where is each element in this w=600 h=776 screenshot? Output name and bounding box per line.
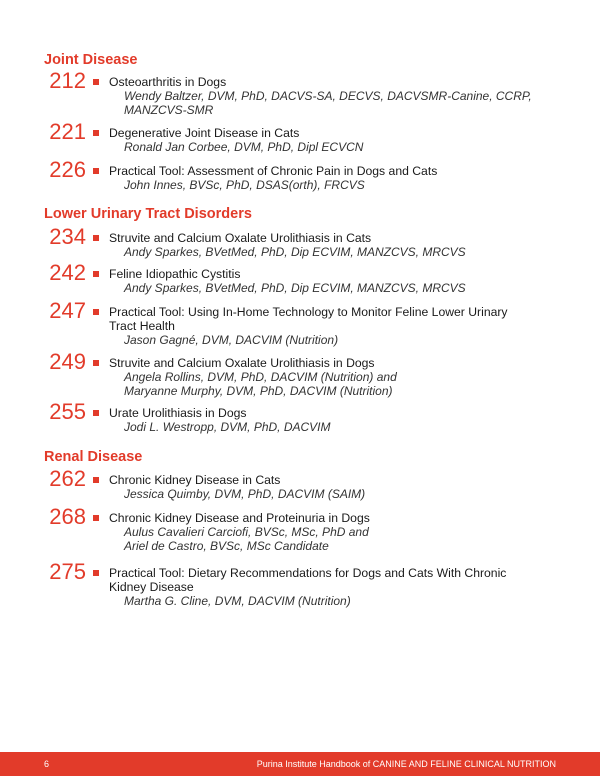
toc-page-number: 242 xyxy=(49,260,86,285)
toc-author-line: Jason Gagné, DVM, DACVIM (Nutrition) xyxy=(124,333,339,347)
toc-entry-title-line: Practical Tool: Assessment of Chronic Pain in Dogs and Cats xyxy=(109,164,438,178)
square-bullet-icon xyxy=(93,235,99,241)
section-title: Joint Disease xyxy=(44,52,138,68)
toc-entry-title-line: Struvite and Calcium Oxalate Urolithiasis in Cats xyxy=(109,231,372,245)
toc-entry-title xyxy=(109,75,569,89)
footer-publication-title: Purina Institute Handbook of CANINE AND FELINE CLINICAL NUTRITION xyxy=(256,759,556,769)
toc-author-line: Aulus Cavalieri Carciofi, BVSc, MSc, PhD and xyxy=(124,525,369,539)
square-bullet-icon xyxy=(93,168,99,174)
toc-author-line: Jodi L. Westropp, DVM, PhD, DACVIM xyxy=(124,420,331,434)
toc-page-number: 249 xyxy=(49,349,86,374)
toc-page-number: 255 xyxy=(49,399,86,424)
toc-entry-title-line: Practical Tool: Using In-Home Technology to Monitor Feline Lower Urinary xyxy=(109,305,508,319)
toc-entry-title xyxy=(109,566,569,594)
toc-entry-authors xyxy=(124,281,564,295)
toc-entry-authors xyxy=(124,89,564,117)
toc-entry-title xyxy=(109,356,569,370)
toc-entry-authors xyxy=(124,370,564,398)
toc-author-line: Andy Sparkes, BVetMed, PhD, Dip ECVIM, MANZCVS, MRCVS xyxy=(124,281,466,295)
toc-entry-authors xyxy=(124,525,564,553)
square-bullet-icon xyxy=(93,309,99,315)
toc-entry-title-line: Urate Urolithiasis in Dogs xyxy=(109,406,247,420)
toc-page-number: 226 xyxy=(49,157,86,182)
toc-entry-title-line: Degenerative Joint Disease in Cats xyxy=(109,126,300,140)
toc-entry-title-line: Osteoarthritis in Dogs xyxy=(109,75,227,89)
toc-entry-authors xyxy=(124,245,564,259)
square-bullet-icon xyxy=(93,477,99,483)
toc-entry-title xyxy=(109,406,569,420)
toc-entry-authors xyxy=(124,594,564,608)
section-title: Renal Disease xyxy=(44,449,143,465)
toc-entry-title xyxy=(109,305,569,333)
footer-page-number: 6 xyxy=(44,759,50,769)
toc-entry-title-line: Chronic Kidney Disease and Proteinuria in Dogs xyxy=(109,511,370,525)
square-bullet-icon xyxy=(93,79,99,85)
toc-entry-title xyxy=(109,164,569,178)
toc-entry-title xyxy=(109,231,569,245)
section-title: Lower Urinary Tract Disorders xyxy=(44,206,252,222)
square-bullet-icon xyxy=(93,570,99,576)
square-bullet-icon xyxy=(93,271,99,277)
toc-page-number: 247 xyxy=(49,298,86,323)
square-bullet-icon xyxy=(93,410,99,416)
toc-entry-title xyxy=(109,473,569,487)
toc-author-line: John Innes, BVSc, PhD, DSAS(orth), FRCVS xyxy=(124,178,365,192)
toc-entry-title xyxy=(109,126,569,140)
toc-page-number: 262 xyxy=(49,466,86,491)
toc-page-number: 275 xyxy=(49,559,86,584)
toc-author-line: Ronald Jan Corbee, DVM, PhD, Dipl ECVCN xyxy=(124,140,364,154)
toc-entry-title-line: Feline Idiopathic Cystitis xyxy=(109,267,241,281)
square-bullet-icon xyxy=(93,515,99,521)
toc-author-line: Andy Sparkes, BVetMed, PhD, Dip ECVIM, MANZCVS, MRCVS xyxy=(124,245,466,259)
page-footer xyxy=(0,752,600,776)
toc-entry-authors xyxy=(124,178,564,192)
toc-entry-title-line: Practical Tool: Dietary Recommendations for Dogs and Cats With Chronic xyxy=(109,566,507,580)
toc-entry-title-line: Chronic Kidney Disease in Cats xyxy=(109,473,281,487)
toc-author-line: MANZCVS-SMR xyxy=(124,103,214,117)
toc-author-line: Martha G. Cline, DVM, DACVIM (Nutrition) xyxy=(124,594,351,608)
toc-author-line: Ariel de Castro, BVSc, MSc Candidate xyxy=(124,539,329,553)
toc-entry-title-line: Tract Health xyxy=(109,319,175,333)
toc-page-number: 212 xyxy=(49,68,86,93)
toc-author-line: Wendy Baltzer, DVM, PhD, DACVS-SA, DECVS, DACVSMR-Canine, CCRP, xyxy=(124,89,532,103)
toc-entry-title xyxy=(109,511,569,525)
square-bullet-icon xyxy=(93,360,99,366)
toc-page-number: 221 xyxy=(49,119,86,144)
toc-author-line: Jessica Quimby, DVM, PhD, DACVIM (SAIM) xyxy=(124,487,366,501)
toc-author-line: Angela Rollins, DVM, PhD, DACVIM (Nutrition) and xyxy=(124,370,397,384)
toc-entry-authors xyxy=(124,420,564,434)
toc-entry-authors xyxy=(124,333,564,347)
toc-page-number: 234 xyxy=(49,224,86,249)
toc-page-number: 268 xyxy=(49,504,86,529)
toc-entry-authors xyxy=(124,487,564,501)
toc-entry-title-line: Kidney Disease xyxy=(109,580,194,594)
square-bullet-icon xyxy=(93,130,99,136)
toc-entry-title-line: Struvite and Calcium Oxalate Urolithiasis in Dogs xyxy=(109,356,375,370)
toc-entry-title xyxy=(109,267,569,281)
toc-author-line: Maryanne Murphy, DVM, PhD, DACVIM (Nutrition) xyxy=(124,384,393,398)
toc-entry-authors xyxy=(124,140,564,154)
